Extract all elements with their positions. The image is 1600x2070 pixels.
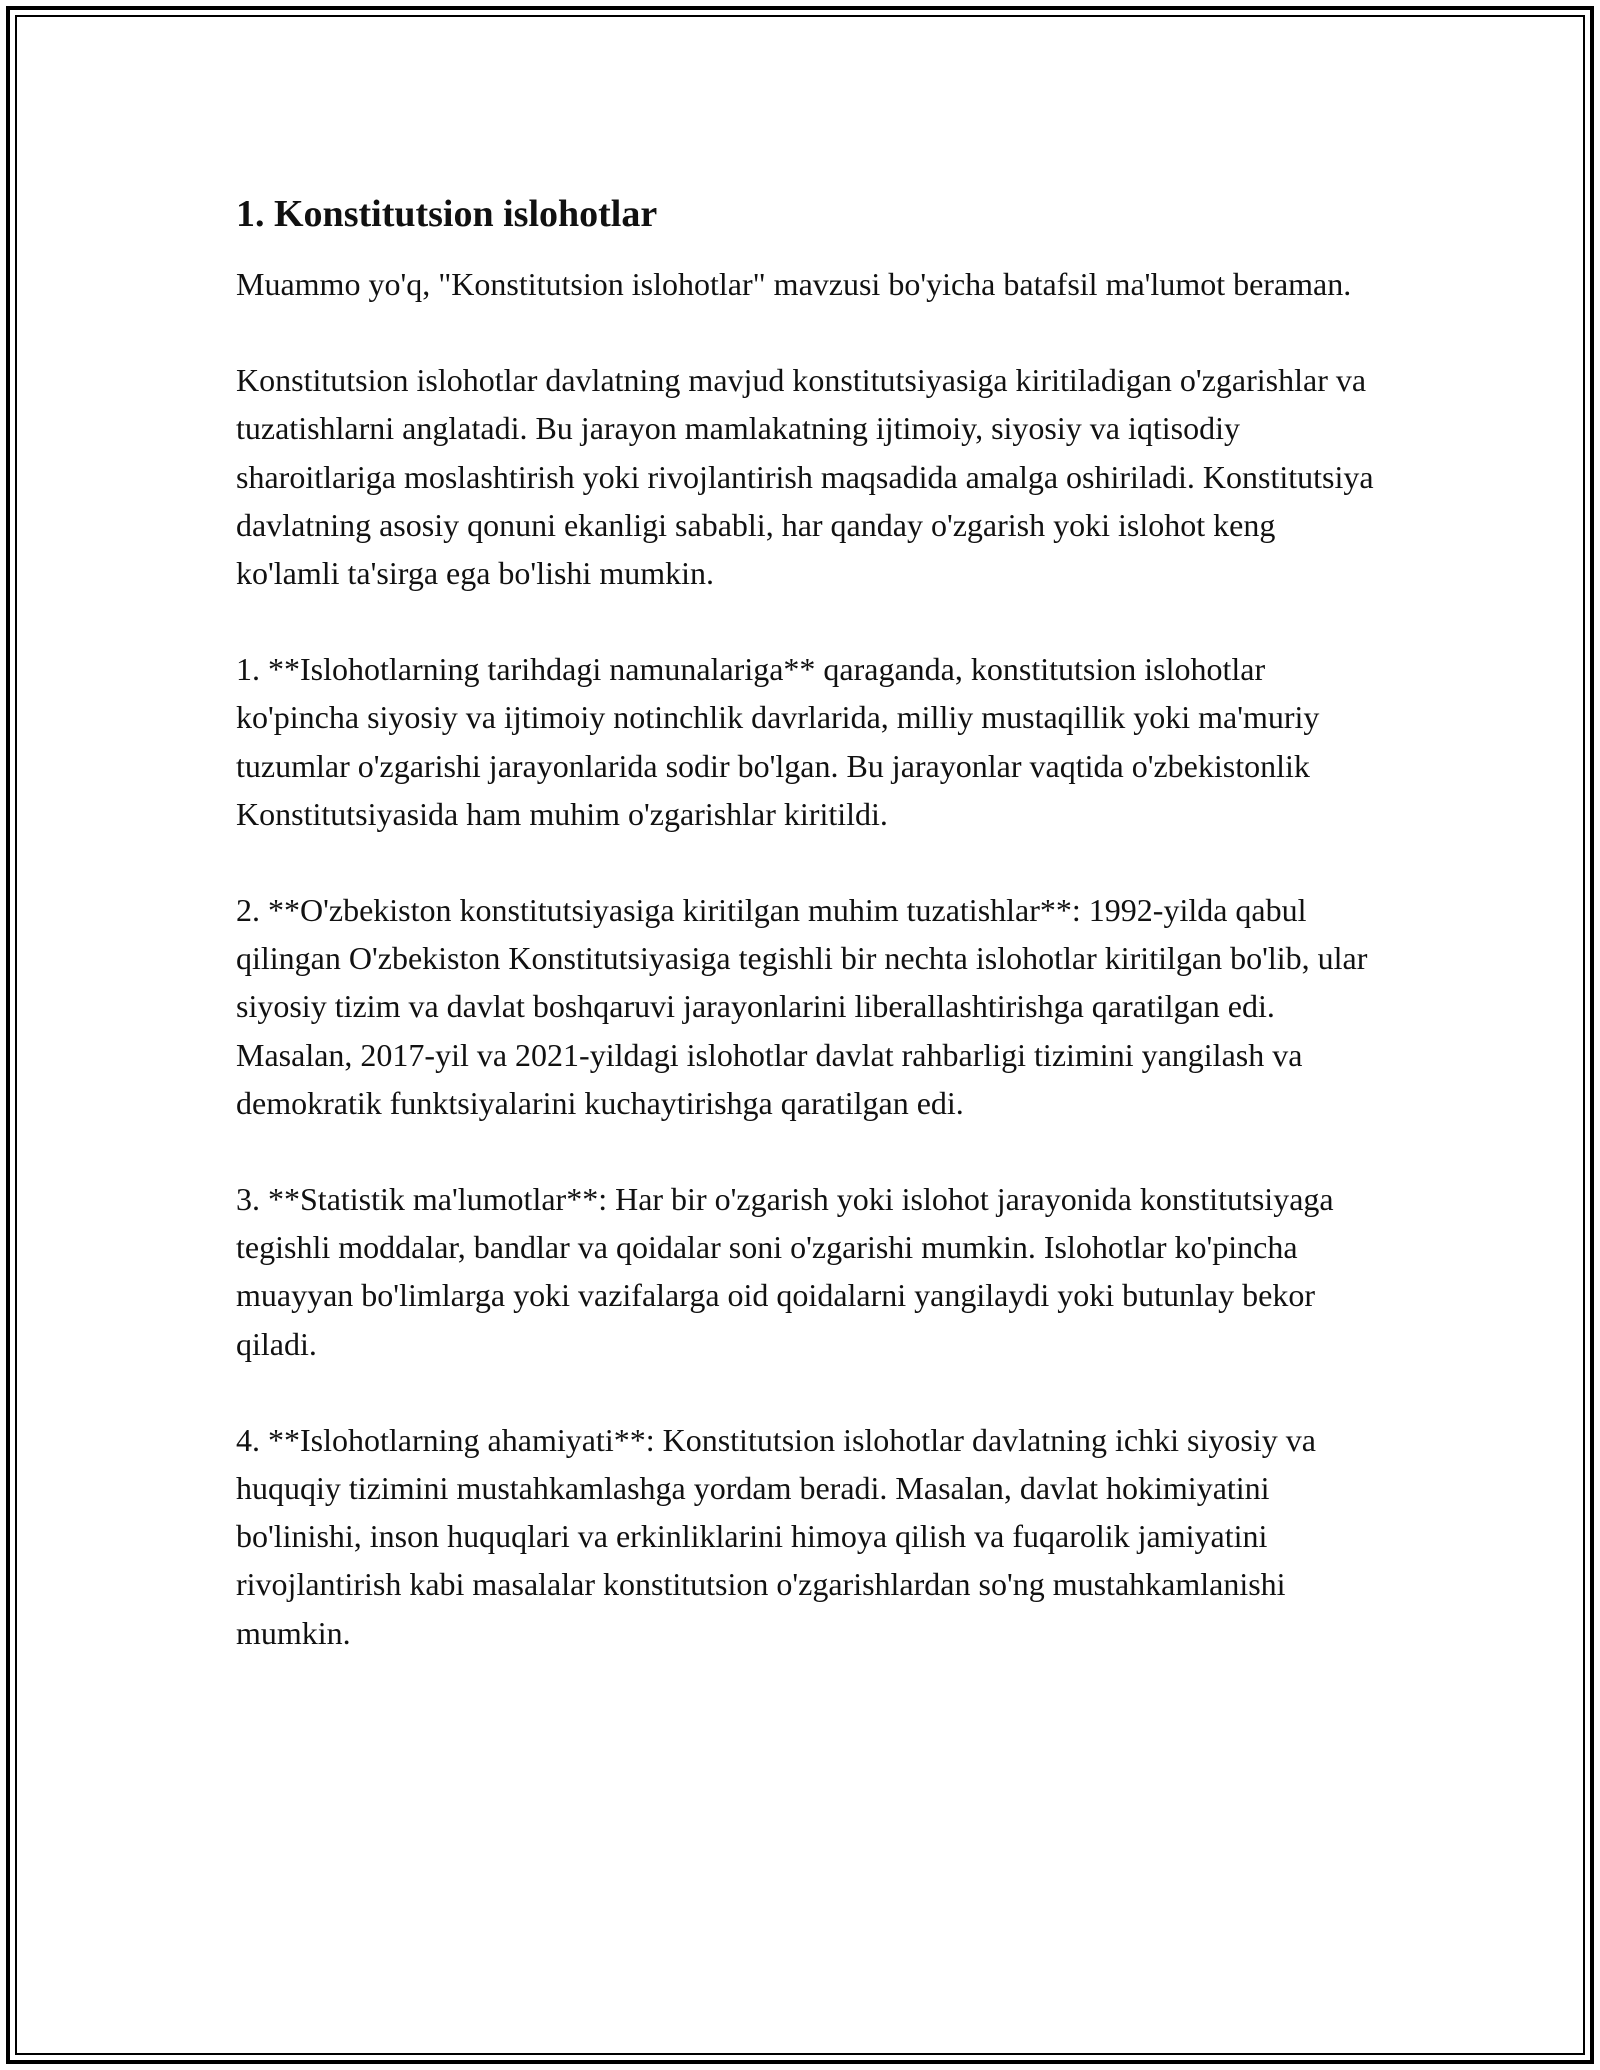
document-title: 1. Konstitutsion islohotlar — [236, 193, 658, 235]
paragraph-item-1: 1. **Islohotlarning tarihdagi namunalariga** qaraganda, konstitutsion islohotlar ko'pincha siyosiy va ijtimoiy notinchlik davrlarida, milliy mustaqillik yoki ma'muriy tuzumlar o'zgarishi jarayonlarida sodir bo'lgan. Bu jarayonlar vaqtida o'zbekistonlik Konstitutsiyasida ham muhim o'zgarishlar kiritildi. — [236, 651, 1320, 832]
paragraph-item-3: 3. **Statistik ma'lumotlar**: Har bir o'zgarish yoki islohot jarayonida konstitutsiyaga tegishli moddalar, bandlar va qoidalar soni o'zgarishi mumkin. Islohotlar ko'pincha muayyan bo'limlarga yoki vazifalarga oid qoidalarni yangilaydi yoki butunlay bekor qiladi. — [236, 1181, 1334, 1362]
paragraph-item-4: 4. **Islohotlarning ahamiyati**: Konstitutsion islohotlar davlatning ichki siyosiy va huquqiy tizimini mustahkamlashga yordam beradi. Masalan, davlat hokimiyatini bo'linishi, inson huquqlari va erkinliklarini himoya qilish va fuqarolik jamiyatini rivojlantirish kabi masalalar konstitutsion o'zgarishlardan so'ng mustahkamlanishi mumkin. — [236, 1421, 1316, 1651]
document-body — [236, 190, 1376, 1705]
intro-paragraph: Muammo yo'q, "Konstitutsion islohotlar" mavzusi bo'yicha batafsil ma'lumot beraman. — [236, 266, 1352, 302]
paragraph-item-2: 2. **O'zbekiston konstitutsiyasiga kiritilgan muhim tuzatishlar**: 1992-yilda qabul qilingan O'zbekiston Konstitutsiyasiga tegishli bir nechta islohotlar kiritilgan bo'lib, ular siyosiy tizim va davlat boshqaruvi jarayonlarini liberallashtirishga qaratilgan edi. Masalan, 2017-yil va 2021-yildagi islohotlar davlat rahbarligi tizimini yangilash va demokratik funktsiyalarini kuchaytirishga qaratilgan edi. — [236, 892, 1368, 1121]
paragraph-definition: Konstitutsion islohotlar davlatning mavjud konstitutsiyasiga kiritiladigan o'zgarishlar va tuzatishlarni anglatadi. Bu jarayon mamlakatning ijtimoiy, siyosiy va iqtisodiy sharoitlariga moslashtirish yoki rivojlantirish maqsadida amalga oshiriladi. Konstitutsiya davlatning asosiy qonuni ekanligi sababli, har qanday o'zgarish yoki islohot keng ko'lamli ta'sirga ega bo'lishi mumkin. — [236, 362, 1374, 592]
